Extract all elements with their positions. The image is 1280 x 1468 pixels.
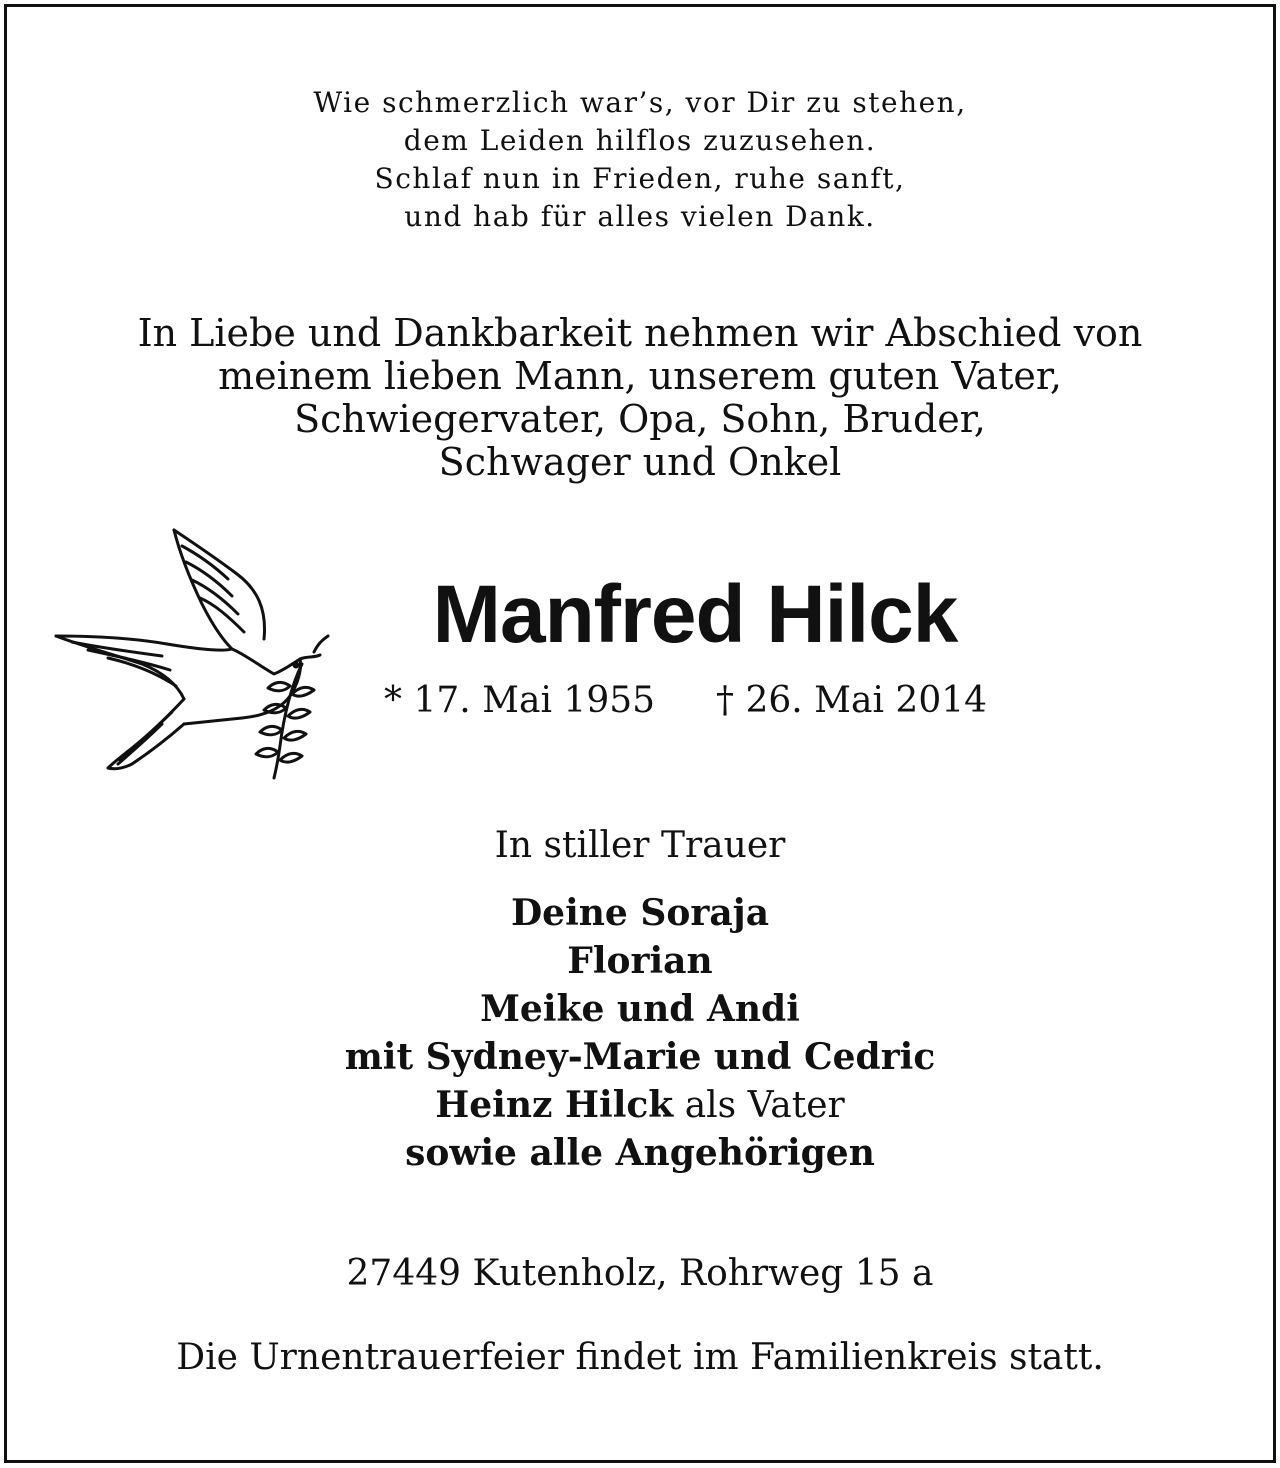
mourning-heading: In stiller Trauer	[494, 825, 786, 866]
death-date: † 26. Mai 2014	[716, 680, 988, 721]
mourner: Florian	[567, 940, 713, 982]
mourner: Meike und Andi	[480, 988, 800, 1030]
intro-line: Schwager und Onkel	[438, 440, 842, 484]
birth-date: * 17. Mai 1955	[384, 680, 656, 721]
mourner: sowie alle Angehörigen	[405, 1132, 875, 1174]
family-address: 27449 Kutenholz, Rohrweg 15 a	[346, 1253, 934, 1294]
mourner-father-name: Heinz Hilck	[435, 1084, 674, 1126]
mourner: mit Sydney-Marie und Cedric	[344, 1036, 936, 1078]
verse-line: dem Leiden hilflos zuzusehen.	[403, 124, 877, 157]
verse	[0, 84, 1280, 236]
mourners-list	[0, 889, 1280, 1177]
farewell-intro	[0, 312, 1280, 484]
mourner-father-role: als Vater	[673, 1085, 845, 1126]
intro-line: meinem lieben Mann, unserem guten Vater,	[218, 354, 1062, 398]
verse-line: und hab für alles vielen Dank.	[404, 200, 876, 233]
deceased-name: Manfred Hilck	[432, 569, 958, 660]
funeral-note: Die Urnentrauerfeier findet im Familienkreis statt.	[176, 1337, 1104, 1378]
intro-line: In Liebe und Dankbarkeit nehmen wir Abschied von	[137, 311, 1143, 355]
mourner-father	[0, 1081, 1280, 1129]
verse-line: Wie schmerzlich war’s, vor Dir zu stehen,	[313, 86, 967, 119]
intro-line: Schwiegervater, Opa, Sohn, Bruder,	[294, 397, 986, 441]
dove-with-olive-branch-icon	[52, 524, 332, 786]
mourner: Deine Soraja	[510, 892, 770, 934]
verse-line: Schlaf nun in Frieden, ruhe sanft,	[374, 162, 906, 195]
